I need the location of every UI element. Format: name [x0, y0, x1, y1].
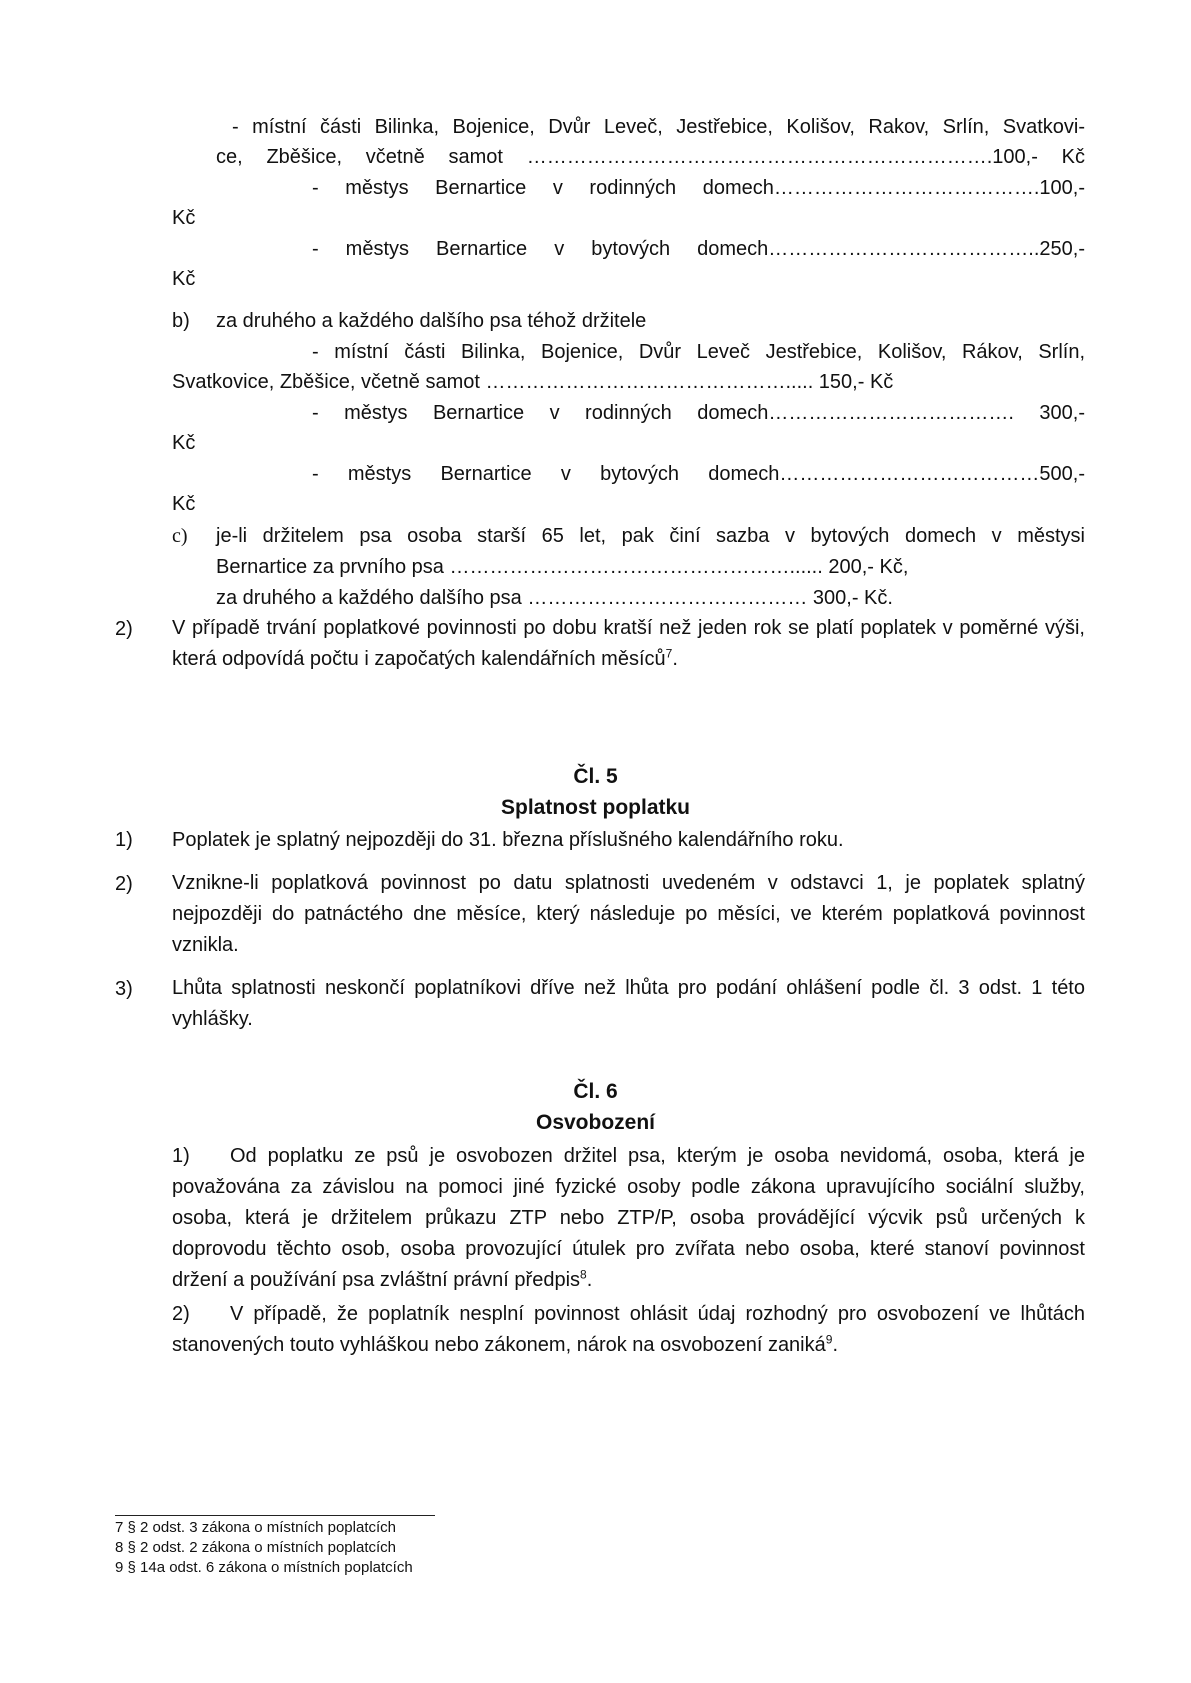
item-b-local-parts: - místní části Bilinka, Bojenice, Dvůr Leveč Jestřebice, Kolišov, Rákov, Srlín, [312, 341, 1085, 363]
art6-p2-body: V případě, že poplatník nesplní povinnost ohlásit údaj rozhodný pro osvobození ve lhůtách stanovených touto vyhláškou nebo zákonem, nárok na osvobození zaniká [172, 1303, 1085, 1356]
art5-p2-text: Vznikne-li poplatková povinnost po datu splatnosti uvedeném v odstavci 1, je poplatek splatný nejpozději do patnáctého dne měsíce, který následuje po měsíci, ve kterém poplatková povinnost vznikla. [172, 872, 1085, 956]
footnote-8: 8 § 2 odst. 2 zákona o místních poplatcích [115, 1539, 397, 1556]
item-c-line-2: Bernartice za prvního psa ……………………………………………...... 200,- Kč, [216, 556, 909, 578]
item-c-line-3: za druhého a každého dalšího psa …………………………………… 300,- Kč. [216, 587, 893, 609]
footnote-ref-9[interactable]: 9 [825, 1332, 833, 1347]
footnote-7: 7 § 2 odst. 3 zákona o místních poplatcích [115, 1519, 397, 1536]
art5-p1-text: Poplatek je splatný nejpozději do 31. března příslušného kalendářního roku. [172, 829, 844, 851]
item-b-marker: b) [172, 310, 190, 332]
item-b-local-parts-price: Svatkovice, Zběšice, včetně samot ………………………………………..... 150,- Kč [172, 371, 894, 393]
art5-title: Splatnost poplatku [501, 796, 690, 819]
rate-line-family-houses-unit: Kč [172, 207, 196, 229]
rate-line-apartment-houses-unit: Kč [172, 268, 196, 290]
footnote-ref-7[interactable]: 7 [665, 646, 673, 661]
art4-p2-body: V případě trvání poplatkové povinnosti po dobu kratší než jeden rok se platí poplatek v poměrné výši, která odpovídá počtu i započatých kalendářních měsíců [172, 617, 1085, 670]
art6-p2 [172, 1299, 1085, 1361]
item-b-title: za druhého a každého dalšího psa téhož držitele [216, 310, 647, 332]
footnote-separator [115, 1515, 435, 1516]
item-b-family-houses: - městys Bernartice v rodinných domech………………………………. 300,- [312, 402, 1085, 424]
rate-line-local-parts-price: ce, Zběšice, včetně samot …………………………………………………………….100,- Kč [216, 146, 1085, 168]
item-b-family-houses-unit: Kč [172, 432, 196, 454]
art5-p1-number: 1) [115, 829, 133, 851]
footnote-ref-8[interactable]: 8 [580, 1267, 587, 1282]
item-c-marker: c) [172, 525, 188, 547]
rate-line-apartment-houses: - městys Bernartice v bytových domech…………………………………..250,- [312, 238, 1085, 260]
art5-p3-text: Lhůta splatnosti neskončí poplatníkovi dříve než lhůta pro podání ohlášení podle čl. 3 odst. 1 této vyhlášky. [172, 977, 1085, 1030]
art6-heading: Čl. 6 [573, 1080, 618, 1103]
footnote-9: 9 § 14a odst. 6 zákona o místních poplatcích [115, 1559, 413, 1576]
art6-p1-end: . [586, 1269, 593, 1291]
art4-p2-text [172, 613, 1085, 675]
item-c-line-1: je-li držitelem psa osoba starší 65 let, pak činí sazba v bytových domech v městysi [216, 525, 1085, 547]
art4-p2-end: . [672, 648, 678, 670]
art6-p1 [172, 1141, 1085, 1296]
rate-line-family-houses: - městys Bernartice v rodinných domech………………………………….100,- [312, 177, 1085, 199]
art5-p2-number: 2) [115, 873, 133, 895]
art6-p1-body: Od poplatku ze psů je osvobozen držitel psa, kterým je osoba nevidomá, osoba, která je považována za závislou na pomoci jiné fyzické osoby podle zákona upravujícího sociální služby, osoba, která je držitelem průkazu ZTP nebo ZTP/P, osoba provádějící výcvik psů určených k doprovodu těchto osob, osoba provozující útulek pro zvířata nebo osoba, které stanoví povinnost držení a používání psa zvláštní právní předpis [172, 1145, 1085, 1291]
item-b-apartment-houses: - městys Bernartice v bytových domech…………………………………500,- [312, 463, 1085, 485]
art6-p2-end: . [832, 1334, 838, 1356]
item-b-apartment-houses-unit: Kč [172, 493, 196, 515]
art6-p2-number: 2) [172, 1303, 190, 1325]
art6-p1-number: 1) [172, 1145, 190, 1167]
art5-p3-number: 3) [115, 978, 133, 1000]
art6-title: Osvobození [535, 1111, 656, 1134]
art4-p2-number: 2) [115, 618, 133, 640]
art5-heading: Čl. 5 [573, 765, 618, 788]
rate-line-local-parts: - místní části Bilinka, Bojenice, Dvůr Leveč, Jestřebice, Kolišov, Rakov, Srlín, Svatkovi- [232, 116, 1085, 138]
